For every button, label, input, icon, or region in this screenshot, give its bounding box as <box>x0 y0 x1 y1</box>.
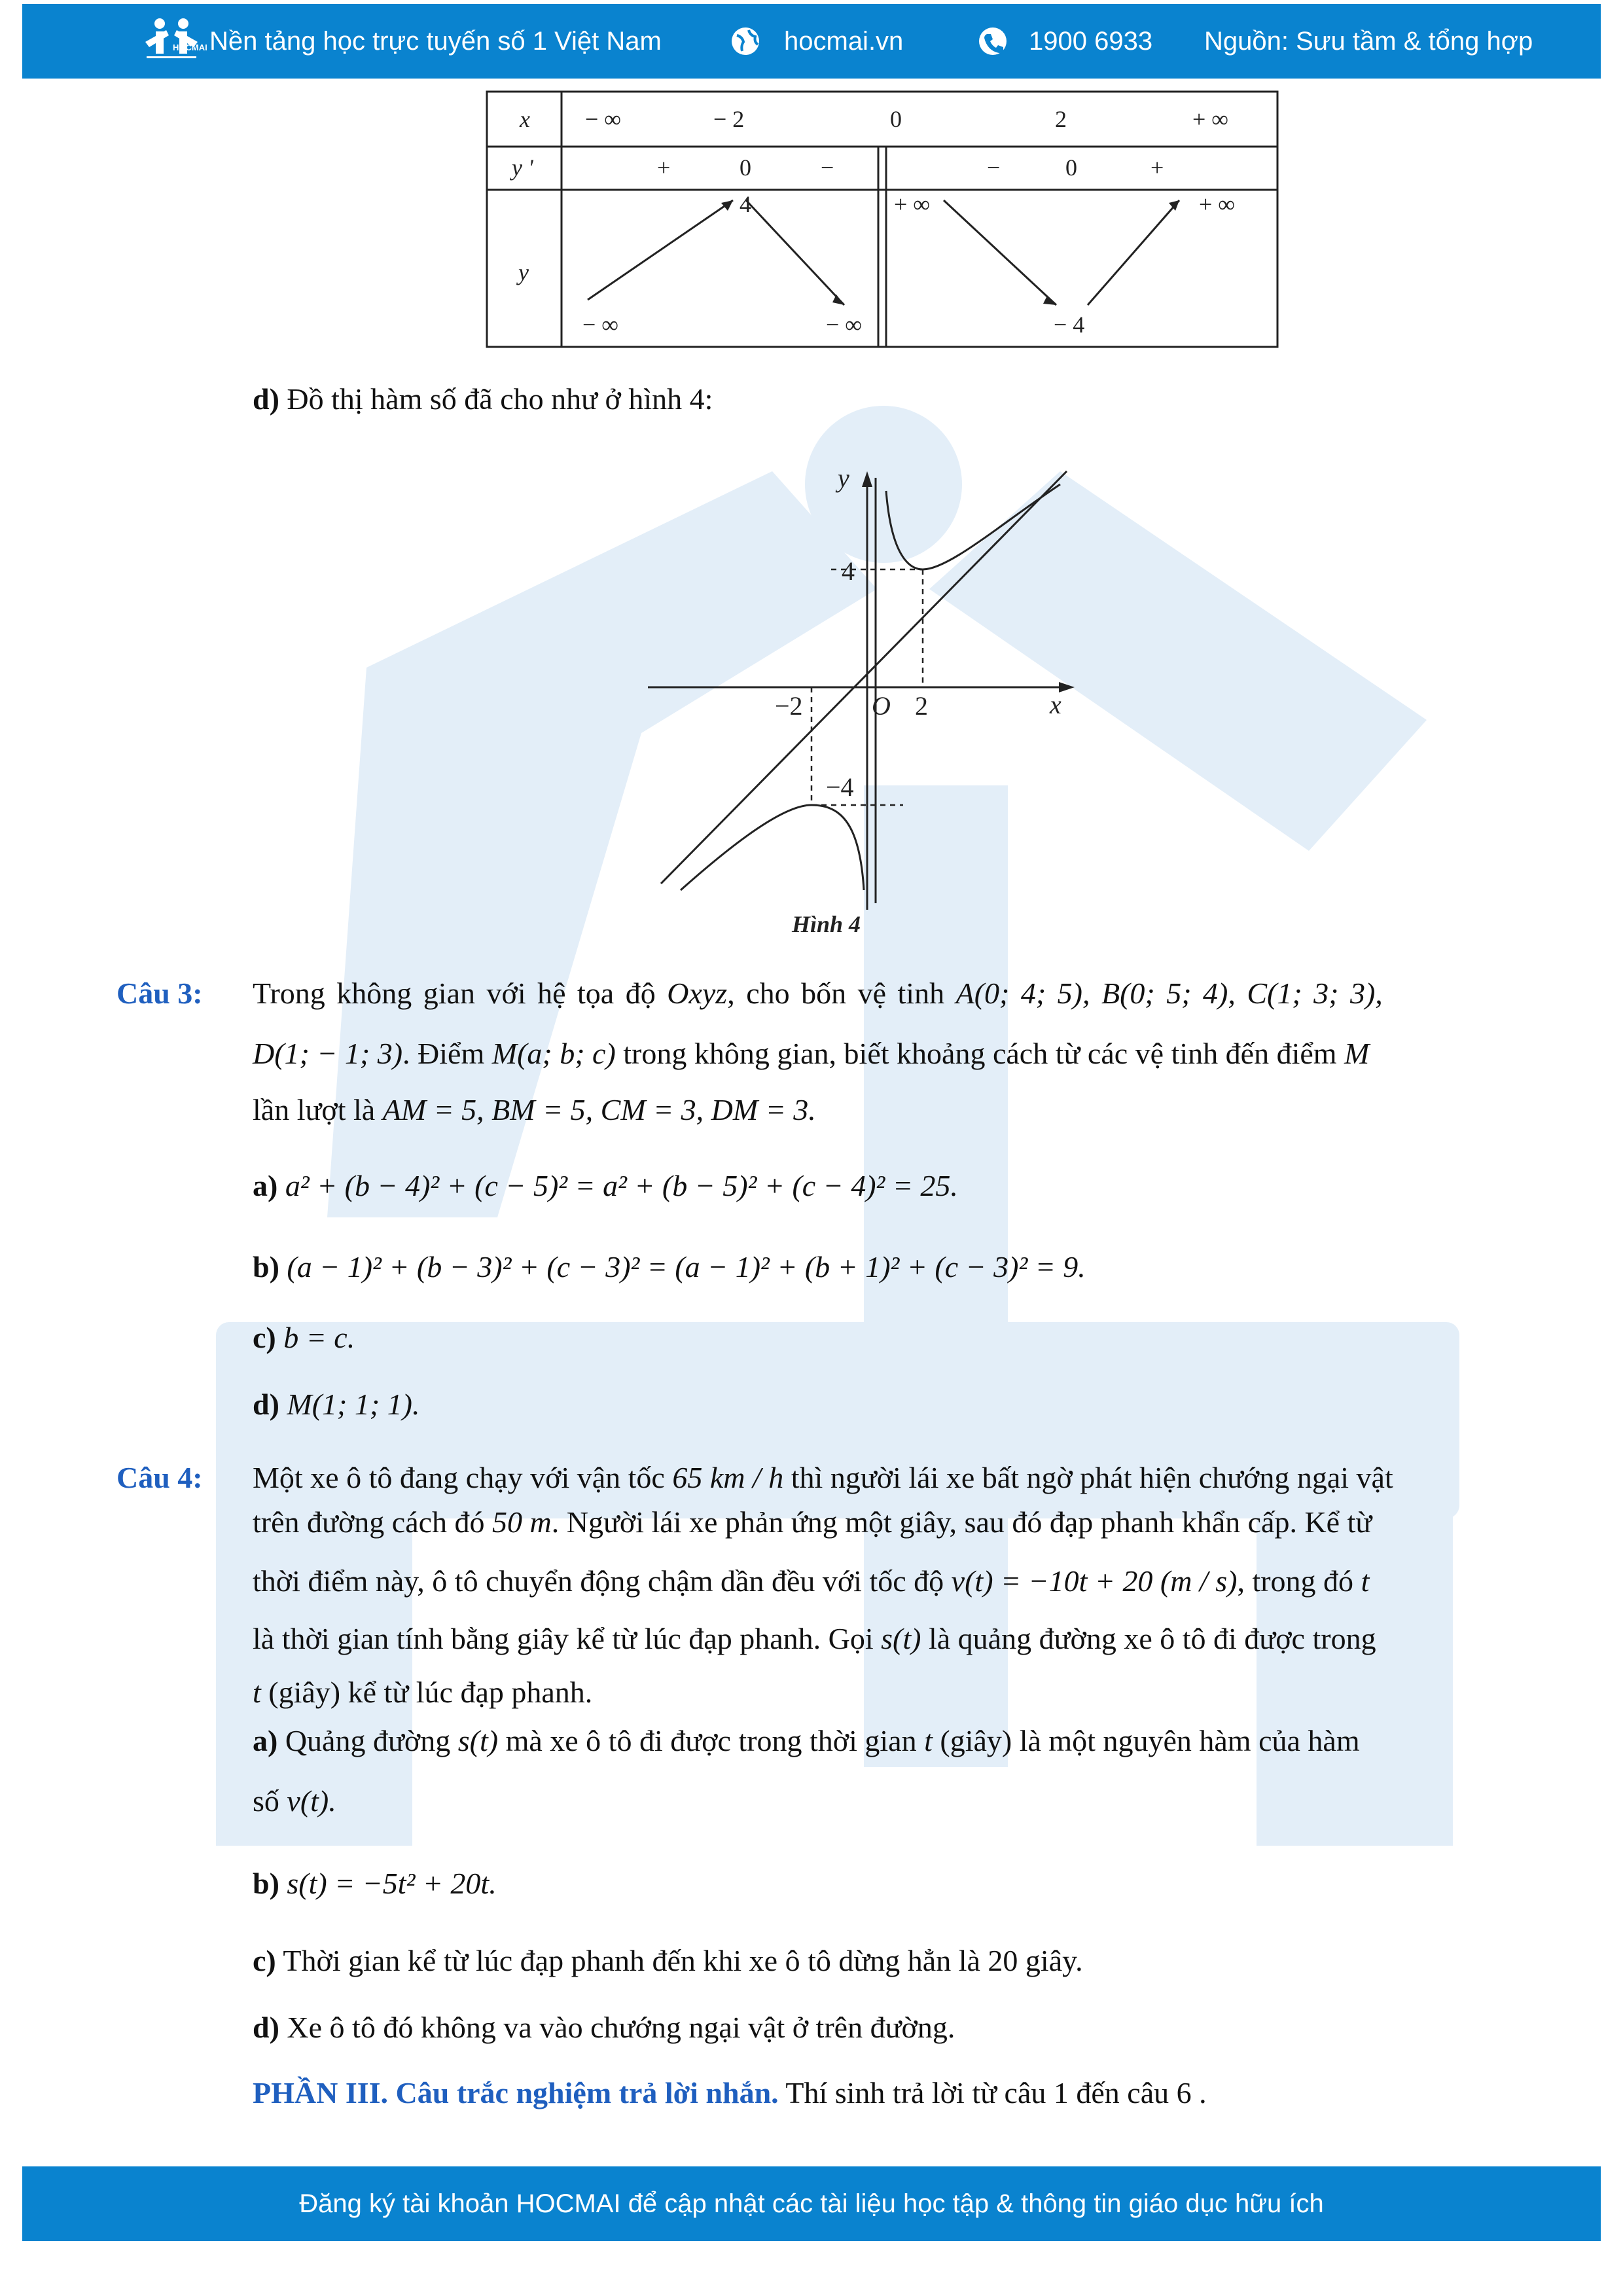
option-text: s(t) = −5t² + 20t. <box>287 1867 497 1900</box>
part-3-heading <box>253 2073 1207 2113</box>
option-text: mà xe ô tô đi được trong thời gian <box>505 1724 917 1757</box>
part-3-text: Thí sinh trả lời từ câu 1 đến câu 6 . <box>785 2076 1207 2109</box>
q3-text: . Điểm <box>402 1037 485 1070</box>
q3-option-a <box>253 1166 958 1206</box>
q3-line-1 <box>253 974 1383 1013</box>
q4-option-d <box>253 2008 955 2047</box>
option-label: b) <box>253 1250 279 1283</box>
figure-caption: Hình 4 <box>792 911 861 936</box>
source-note: Nguồn: Sưu tầm & tổng hợp <box>1204 27 1533 56</box>
y-val: + ∞ <box>894 191 930 217</box>
q4-text: thời điểm này, ô tô chuyển động chậm dần đều với tốc độ <box>253 1564 944 1598</box>
y-val: 4 <box>740 191 751 217</box>
option-text: M(1; 1; 1). <box>287 1388 420 1421</box>
q4-text: , trong đó <box>1237 1564 1354 1598</box>
tick-label: −4 <box>826 772 854 802</box>
q3-text: trong không gian, biết khoảng cách từ các vệ tinh đến điểm <box>623 1037 1337 1070</box>
option-label: d) <box>253 1388 279 1421</box>
q3-text: lần lượt là <box>253 1093 376 1126</box>
tick-label: 2 <box>915 691 928 721</box>
q3-line-3 <box>253 1090 816 1130</box>
phone-icon <box>978 26 1008 56</box>
q4-math: 50 m <box>492 1505 552 1539</box>
option-math: t <box>924 1724 933 1757</box>
q4-math: 65 km / h <box>672 1461 784 1494</box>
q3-line-2 <box>253 1034 1369 1073</box>
option-label: b) <box>253 1867 279 1900</box>
x-val: 0 <box>890 106 902 132</box>
q4-math: v(t) = −10t + 20 (m / s) <box>951 1564 1238 1598</box>
item-text: Đồ thị hàm số đã cho như ở hình 4: <box>287 382 713 416</box>
variation-table <box>486 90 1279 348</box>
hinh-4-figure <box>635 458 1099 936</box>
q4-option-a <box>253 1721 1360 1761</box>
q4-text: . Người lái xe phản ứng một giây, sau đó đạp phanh khẩn cấp. Kể từ <box>551 1505 1372 1539</box>
yp-sign: 0 <box>1065 154 1077 181</box>
axis-x-label: x <box>1050 690 1061 719</box>
website-link[interactable]: hocmai.vn <box>784 27 904 56</box>
option-math: v(t). <box>287 1784 336 1818</box>
x-val: + ∞ <box>1192 106 1228 132</box>
option-label: c) <box>253 1321 276 1354</box>
table-y-label: y <box>518 259 529 285</box>
q4-text: trên đường cách đó <box>253 1505 485 1539</box>
q3-option-c <box>253 1318 355 1357</box>
q4-line-4 <box>253 1619 1376 1659</box>
q4-line-2 <box>253 1503 1372 1542</box>
yp-sign: − <box>821 154 834 181</box>
option-label: c) <box>253 1944 276 1977</box>
yp-sign: + <box>1150 154 1164 181</box>
q4-text: Một xe ô tô đang chạy với vận tốc <box>253 1461 665 1494</box>
q3-math: M <box>1344 1037 1370 1070</box>
y-val: − ∞ <box>826 312 862 338</box>
option-text: Thời gian kể từ lúc đạp phanh đến khi xe ô tô dừng hẳn là 20 giây. <box>283 1944 1083 1977</box>
q3-math: M(a; b; c) <box>491 1037 616 1070</box>
x-val: − ∞ <box>585 106 621 132</box>
part-3-title: PHẦN III. Câu trắc nghiệm trả lời nhắn. <box>253 2076 779 2109</box>
q4-math: s(t) <box>881 1622 921 1655</box>
y-val: − 4 <box>1054 312 1085 338</box>
y-val: − ∞ <box>582 312 618 338</box>
slogan: Nền tảng học trực tuyến số 1 Việt Nam <box>209 27 662 56</box>
question-4-label: Câu 4: <box>116 1461 203 1494</box>
origin-label: O <box>872 691 891 721</box>
tick-label: 4 <box>842 556 855 586</box>
q4-option-c <box>253 1941 1083 1981</box>
q4-text: thì người lái xe bất ngờ phát hiện chướng ngại vật <box>791 1461 1393 1494</box>
option-label: a) <box>253 1169 278 1202</box>
globe-icon <box>730 26 760 56</box>
yp-sign: − <box>987 154 1001 181</box>
q4-line-5 <box>253 1673 592 1712</box>
option-text: (giây) là một nguyên hàm của hàm <box>940 1724 1360 1757</box>
q4-text: là thời gian tính bằng giây kể từ lúc đạp phanh. Gọi <box>253 1622 874 1655</box>
logo-text: HOCMAI <box>173 43 207 52</box>
q3-option-d <box>253 1385 420 1424</box>
q3-option-b <box>253 1247 1086 1287</box>
q3-math: A(0; 4; 5), B(0; 5; 4), C(1; 3; 3), <box>955 977 1383 1010</box>
q3-math: AM = 5, BM = 5, CM = 3, DM = 3. <box>382 1093 816 1126</box>
q3-math: Oxyz <box>667 977 728 1010</box>
yp-sign: + <box>657 154 671 181</box>
y-val: + ∞ <box>1199 191 1235 217</box>
option-label: a) <box>253 1724 278 1757</box>
question-3-label: Câu 3: <box>116 977 203 1010</box>
option-text: (a − 1)² + (b − 3)² + (c − 3)² = (a − 1)² + (b + 1)² + (c − 3)² = 9. <box>287 1250 1086 1283</box>
option-text: a² + (b − 4)² + (c − 5)² = a² + (b − 5)² + (c − 4)² = 25. <box>285 1169 958 1202</box>
q3-text: Trong không gian với hệ tọa độ <box>253 977 656 1010</box>
q4-math: t <box>253 1676 261 1709</box>
option-text: số <box>253 1784 279 1818</box>
q4-text: (giây) kể từ lúc đạp phanh. <box>268 1676 593 1709</box>
x-val: − 2 <box>713 106 745 132</box>
option-text: Quảng đường <box>285 1724 451 1757</box>
q4-line-1 <box>253 1458 1393 1498</box>
q3-text: , cho bốn vệ tinh <box>727 977 945 1010</box>
q4-option-b <box>253 1864 497 1903</box>
q3-math: D(1; − 1; 3) <box>253 1037 403 1070</box>
footer-banner[interactable]: Đăng ký tài khoản HOCMAI để cập nhật các tài liệu học tập & thông tin giáo dục hữu ích <box>22 2166 1601 2241</box>
option-math: s(t) <box>457 1724 499 1757</box>
item-2d <box>253 380 713 419</box>
x-val: 2 <box>1055 106 1067 132</box>
option-label: d) <box>253 2011 279 2044</box>
q4-math: t <box>1361 1564 1370 1598</box>
yp-sign: 0 <box>740 154 751 181</box>
table-x-label: x <box>520 106 530 132</box>
axis-y-label: y <box>838 463 849 493</box>
q4-text: là quảng đường xe ô tô đi được trong <box>928 1622 1376 1655</box>
q4-line-3 <box>253 1562 1369 1601</box>
header-bar <box>22 4 1601 79</box>
hotline[interactable]: 1900 6933 <box>1029 27 1153 56</box>
table-yp-label: y ' <box>512 154 533 181</box>
option-text: b = c. <box>283 1321 355 1354</box>
tick-label: −2 <box>775 691 803 721</box>
q4-option-a-cont <box>253 1782 336 1821</box>
item-label: d) <box>253 382 279 416</box>
option-text: Xe ô tô đó không va vào chướng ngại vật ở trên đường. <box>287 2011 955 2044</box>
